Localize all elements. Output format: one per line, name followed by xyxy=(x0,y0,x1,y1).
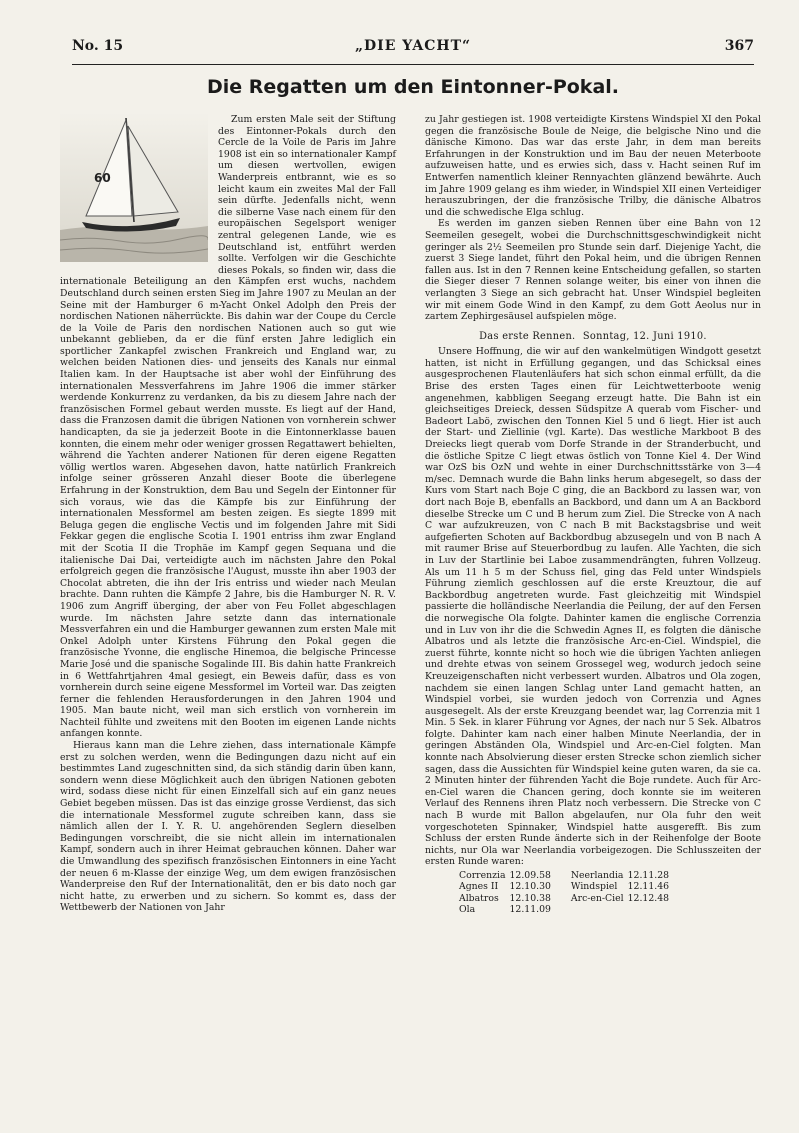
page-number: 367 xyxy=(724,38,754,54)
yacht-name: Agnes II xyxy=(459,881,499,893)
yacht-name: Arc-en-Ciel xyxy=(570,892,624,904)
yacht-name: Windspiel xyxy=(570,881,618,893)
paragraph: Unsere Hoffnung, die wir auf den wankelmütigen Windgott gesetzt hatten, ist nicht in Erfüllung gegangen, und das Schicksal eines ausgesprochenen Flautenläufers hat sich schon einmal erfüllt, da die Brise des ersten Tages einen für Leichtwetterboote wenig angenehmen, kabbligen Seegang erzeugt hatte. Die Bahn ist ein gleichseitiges Dreieck, dessen Südspitze A querab vom Fischer- und Badeort Labö, zwischen den Tonnen Kiel 5 und 6 liegt. Hier ist auch der Start- und Ziellinie (vgl. Karte). Das westliche Markboot B des Dreiecks liegt querab vom Dorfe Strande in der Stranderbucht, und die östliche Spitze C liegt etwas östlich von Tonne Kiel 4. Der Wind war OzS bis OzN und wehte in einer Durchschnittsstärke von 3—4 m/sec. Demnach wurde die Bahn links herum abgesegelt, so dass der Kurs vom Start nach Boje C ging, die an Backbord zu lassen war, von dort nach Boje B, ebenfalls an Backbord, und dann um A an Backbord dieselbe Strecke um C und B herum zum Ziel. Die Strecke von A nach C war aufzukreuzen, von C nach B mit Backstagsbrise und weit aufgefierten Schoten auf Backbordbug abzusegeln und von B nach A mit raumer Brise auf Steuerbordbug zu laufen. Alle Yachten, die sich in Luv der Startlinie bei Laboe zusammendrängten, fuhren Vollzeug. Als um 11 h 5 m der Schuss fiel, ging das Feld unter Windspiels Führung ziemlich geschlossen auf die erste Kreuztour, die auf Backbordbug angetreten wurde. Fast gleichzeitig mit Windspiel passierte die holländische Neerlandia die Peilung, der auf den Fersen die norwegische Ola folgte. Dahinter kamen die englische Correnzia und in Luv von ihr die die Schwedin Agnes II, es folgten die dänische Albatros und als letzte die französische Arc-en-Ciel. Windspiel, die zuerst führte, konnte nicht so hoch wie die übrigen Yachten anliegen und drehte etwas von seinem Grossegel weg, wodurch jedoch seine Kreuzeigenschaften nicht verbessert wurden. Albatros und Ola zogen, nachdem sie einen langen Schlag unter Land gemacht hatten, an Windspiel vorbei, sie wurden jedoch von Correnzia und Agnes ausgesegelt. Als der erste Kreuzgang beendet war, lag Correnzia mit 1 Min. 5 Sek. in klarer Führung vor Agnes, der nach nur 5 Sek. Albatros folgte. Dahinter kam nach einer halben Minute Neerlandia, der in geringen Abständen Ola, Windspiel und Arc-en-Ciel folgten. Man konnte nach Absolvierung dieser ersten Strecke schon ziemlich sicher sagen, dass die Aussichten für Windspiel keine guten waren, da sie ca. 2 Minuten hinter der führenden Yacht die Boje rundete. Auch für Arc-en-Ciel waren die Chancen gering, doch konnte sie im weiteren Verlauf des Rennens ihren Platz noch verbessern. Die Strecke von C nach B wurde mit Ballon abgelaufen, nur Ola fuhr den weit vorgeschoteten Spinnaker, Windspiel hatte ausgerefft. Bis zum Schluss der ersten Runde änderte sich in der Reihenfolge der Boote nichts, nur Ola war Neerlandia vorbeigezogen. Die Schlusszeiten der ersten Runde waren: xyxy=(425,346,761,868)
yacht-name: Albatros xyxy=(459,892,499,904)
paragraph: Hieraus kann man die Lehre ziehen, dass internationale Kämpfe erst zu solchen werden, wenn die Bedingungen dazu nicht auf ein bestimmtes Land zugeschnitten sind, da sich ständig darin üben kann, sondern wenn diese Möglichkeit auch den übrigen Nationen geboten wird, sodass diese nicht für einen Einzelfall sich auf ein ganz neues Gebiet begeben müssen. Das ist das einzige grosse Verdienst, das sich die internationale Messformel zugute schreiben kann, dass sie nämlich allen der I. Y. R. U. angehörenden Seglern dieselben Bedingungen vorschreibt, die sie nicht allein im internationalen Kampf, sondern auch in ihrer Heimat gebrauchen können. Daher war die Umwandlung des spezifisch französischen Eintonners in eine Yacht der neuen 6 m-Klasse der einzige Weg, um dem ewigen französischen Wanderpreise den Ruf der Internationalität, den er bis dato noch gar nicht hatte, zu erwerben und zu sichern. So kommt es, dass der Wettbewerb der Nationen von Jahr xyxy=(60,740,396,914)
finish-time: 12.11.28 xyxy=(627,870,670,881)
right-column xyxy=(425,114,761,916)
finish-time: 12.10.38 xyxy=(509,892,551,904)
table-row xyxy=(435,881,673,892)
section-heading xyxy=(425,331,761,343)
yacht-name xyxy=(571,904,628,915)
journal-title: „DIE YACHT“ xyxy=(354,38,472,54)
paragraph: Es werden im ganzen sieben Rennen über eine Bahn von 12 Seemeilen gesegelt, wobei die Durchschnittsgeschwindigkeit nicht geringer als 2½ Seemeilen pro Stunde sein darf. Diejenige Yacht, die zuerst 3 Siege landet, führt den Pokal heim, und die übrigen Rennen fallen aus. Ist in den 7 Rennen keine Entscheidung gefallen, so starten die Sieger dieser 7 Rennen solange weiter, bis einer von ihnen die verlangten 3 Siege an sich gebracht hat. Unser Windspiel begleiten wir mit einem Gode Wind in den Kampf, zu dem Gott Aeolus nur in zartem Zephirgesäusel aufspielen möge. xyxy=(425,218,761,323)
finish-time: 12.11.09 xyxy=(509,904,551,916)
finish-time: 12.12.48 xyxy=(627,892,670,904)
table-row xyxy=(435,893,673,904)
table-row xyxy=(435,904,673,915)
yacht-name: Neerlandia xyxy=(570,870,624,881)
table-row xyxy=(435,870,673,881)
finish-time xyxy=(628,904,673,915)
finish-time: 12.11.46 xyxy=(627,881,670,893)
page-header xyxy=(72,38,754,60)
finish-time: 12.09.58 xyxy=(509,870,551,881)
results-table xyxy=(435,870,673,916)
finish-time: 12.10.30 xyxy=(509,881,551,893)
sail-number: 60 xyxy=(94,171,111,185)
article-title: Die Regatten um den Eintonner-Pokal. xyxy=(207,76,619,98)
issue-number: No. 15 xyxy=(72,38,124,54)
paragraph: Zum ersten Male seit der Stiftung des Eintonner-Pokals durch den Cercle de la Voile de Paris im Jahre 1908 ist ein so internationaler Kampf um diesen wertvollen, ewigen Wanderpreis entbrannt, wie es so leicht kaum ein zweites Mal der Fall sein dürfte. Jedenfalls nicht, wenn die silberne Vase nach einem für den europäischen Segelsport weniger zentral gelegenen Lande, wie es Deutschland ist, entführt werden sollte. Verfolgen wir die Geschichte dieses Pokals, so finden wir, dass die internationale Beteiligung an den Kämpfen erst wuchs, nachdem Deutschland durch seinen ersten Sieg im Jahre 1907 zu Meulan an der Seine mit der Hamburger 6 m-Yacht Onkel Adolph den Preis der nordischen Nationen näherrückte. Bis dahin war der Coupe du Cercle de la Voile de Paris den nordischen Nationen auch so gut wie unbekannt geblieben, da er die fünf ersten Jahre lediglich ein sportlicher Zankapfel zwischen Frankreich und England war, zu welchen beiden Nationen dies- und jenseits des Kanals nur einmal Italien kam. In der Hauptsache ist aber wohl der Einführung des internationalen Messverfahrens im Jahre 1906 die immer stärker werdende Konkurrenz zu verdanken, da bis zu diesem Jahre nach der französischen Formel gebaut werden musste. Es liegt auf der Hand, dass die Franzosen damit die übrigen Nationen von vornherein schwer handicapten, da sie ja jederzeit Boote in die Eintonnerklasse bauen konnten, die einem mehr oder weniger grossen Regattawert behielten, während die Yachten anderer Nationen für deren eigene Regatten völlig wertlos waren. Abgesehen davon, hatte natürlich Frankreich infolge seiner grösseren Anzahl dieser Boote die überlegene Erfahrung in der Konstruktion, dem Bau und Segeln der Eintonner für sich voraus, wie das die Kämpfe bis zur Einführung der internationalen Messformel am besten zeigen. Es siegte 1899 mit Beluga gegen die englische Vectis und im folgenden Jahre mit Sidi Fekkar gegen die englische Scotia I. 1901 entriss ihm zwar England mit der Scotia II die Trophäe im Kampf gegen Sequana und die italienische Dai Dai, verteidigte auch im nächsten Jahre den Pokal erfolgreich gegen die französische l'August, musste ihn aber 1903 der Chocolat abtreten, die ihn der Iris entriss und wieder nach Meulan brachte. Dann ruhten die Kämpfe 2 Jahre, bis die Hamburger N. R. V. 1906 zum Angriff überging, der aber von Feu Follet abgeschlagen wurde. Im nächsten Jahre setzte dann das internationale Messverfahren ein und die Hamburger gewannen zum ersten Male mit Onkel Adolph unter Kirstens Führung den Pokal gegen die französische Yvonne, die englische Hinemoa, die belgische Princesse Marie José und die spanische Sogalinde III. Bis dahin hatte Frankreich in 6 Wettfahrtjahren 4mal gesiegt, ein Beweis dafür, dass es von vornherein durch seine eigene Messformel im Vorteil war. Das zeigten ferner die fehlenden Herausforderungen in den Jahren 1904 und 1905. Man baute nicht, weil man sich erstlich von vornherein im Nachteil fühlte und zweitens mit den Booten im eigenen Lande nichts anfangen konnte. xyxy=(60,114,396,740)
yacht-name: Ola xyxy=(459,904,476,916)
yacht-name: Correnzia xyxy=(459,870,506,881)
section-heading-label: Das erste Rennen. xyxy=(479,330,576,342)
sailboat-illustration xyxy=(60,112,208,262)
sailboat-icon xyxy=(60,112,208,262)
section-heading-date: Sonntag, 12. Juni 1910. xyxy=(582,330,707,342)
left-column xyxy=(60,114,396,914)
paragraph: zu Jahr gestiegen ist. 1908 verteidigte Kirstens Windspiel XI den Pokal gegen die französische Boule de Neige, die belgische Nino und die dänische Kimono. Das war das erste Jahr, in dem man bereits Erfahrungen in der Konstruktion und im Bau der neuen Meterboote aufzuweisen hatte, und es erwies sich, dass v. Hacht seinen Ruf im Entwerfen namentlich kleiner Rennyachten glänzend bewährte. Auch im Jahre 1909 gelang es ihm wieder, in Windspiel XII einen Verteidiger herauszubringen, der die französische Trilby, die dänische Albatros und die schwedische Elga schlug. xyxy=(425,114,761,218)
header-rule xyxy=(72,64,754,65)
